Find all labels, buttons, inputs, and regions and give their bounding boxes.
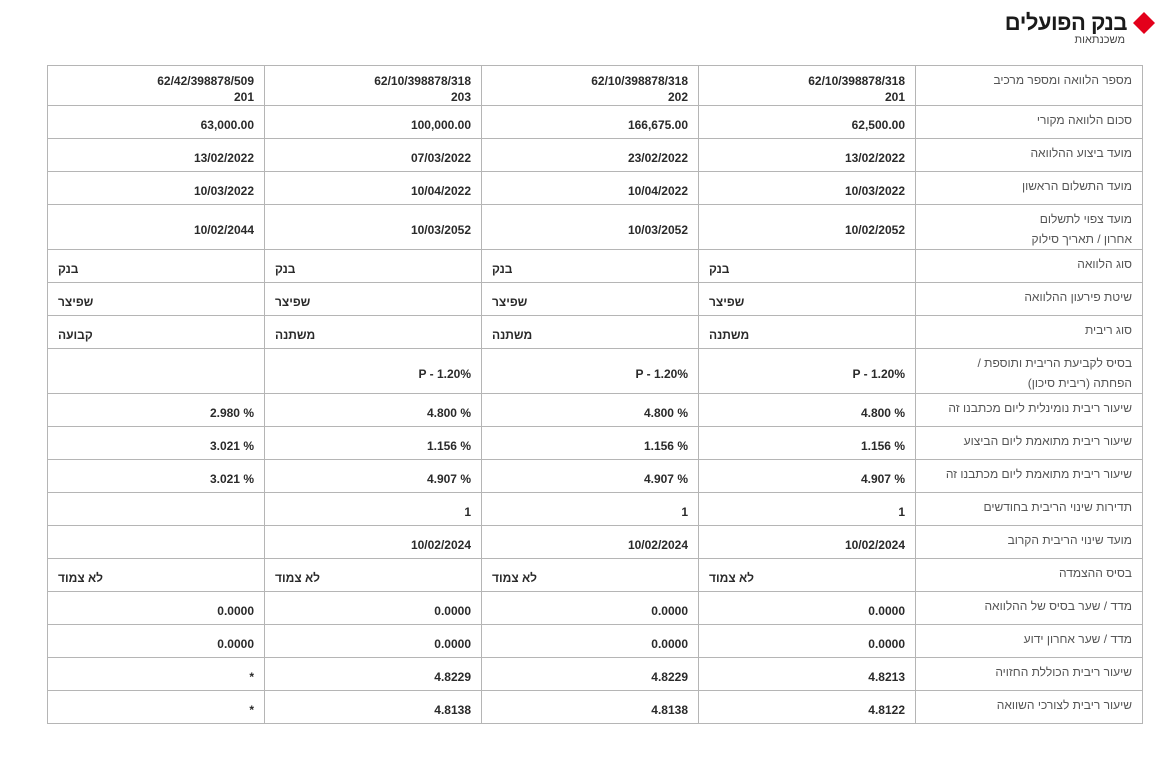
- loan-value-cell: [48, 139, 265, 172]
- cell-text: 10/02/2044: [193, 223, 254, 237]
- loan-value-cell: [48, 559, 265, 592]
- cell-text: 3.021 %: [209, 439, 254, 453]
- row-label-text: מדד / שער בסיס של ההלוואה: [984, 599, 1132, 613]
- cell-text: 07/03/2022: [410, 151, 471, 165]
- cell-text: 2.980 %: [209, 406, 254, 420]
- cell-text: 4.8229: [651, 670, 688, 684]
- table-row: [48, 205, 1143, 250]
- loan-value-cell: [48, 394, 265, 427]
- loan-value-cell: [48, 493, 265, 526]
- loan-value-cell: [482, 349, 699, 394]
- cell-text: 1.156 %: [643, 439, 688, 453]
- loan-value-cell: [265, 526, 482, 559]
- loan-value-cell: [699, 559, 916, 592]
- cell-text: 166,675.00: [627, 118, 688, 132]
- cell-text: 203: [450, 89, 471, 104]
- cell-text: 0.0000: [651, 637, 688, 651]
- cell-text: 4.907 %: [426, 472, 471, 486]
- loan-value-cell: [48, 316, 265, 349]
- cell-text: 4.800 %: [426, 406, 471, 420]
- row-label-text: מדד / שער אחרון ידוע: [1023, 632, 1132, 646]
- loan-value-cell: [482, 283, 699, 316]
- row-label: [916, 250, 1143, 283]
- loan-value-cell: [699, 139, 916, 172]
- row-label: [916, 205, 1143, 250]
- cell-text: 0.0000: [868, 637, 905, 651]
- row-label: [916, 427, 1143, 460]
- loan-value-cell: [482, 625, 699, 658]
- cell-text: 3.021 %: [209, 472, 254, 486]
- cell-text: 4.8138: [651, 703, 688, 717]
- cell-text: 10/02/2024: [410, 538, 471, 552]
- loan-value-cell: [699, 658, 916, 691]
- row-label: [916, 691, 1143, 724]
- loan-value-cell: [482, 172, 699, 205]
- row-label-text: בסיס לקביעת הריבית ותוספת /: [977, 356, 1132, 370]
- cell-text: בנק: [492, 262, 513, 276]
- loan-value-cell: [265, 592, 482, 625]
- table-row: [48, 250, 1143, 283]
- cell-text: לא צמוד: [58, 571, 104, 585]
- table-row: [48, 625, 1143, 658]
- cell-text: בנק: [275, 262, 296, 276]
- loan-value-cell: [699, 427, 916, 460]
- cell-text: שפיצר: [709, 295, 745, 309]
- table-row: [48, 559, 1143, 592]
- loan-value-cell: [48, 691, 265, 724]
- row-label-text: סוג ריבית: [1084, 323, 1132, 337]
- row-label-text: מועד שינוי הריבית הקרוב: [1007, 533, 1132, 547]
- cell-text: שפיצר: [275, 295, 311, 309]
- cell-text: 62/10/398878/318: [591, 73, 688, 88]
- cell-text: קבועה: [58, 328, 93, 342]
- loan-value-cell: [699, 394, 916, 427]
- cell-text: 1.156 %: [426, 439, 471, 453]
- row-label-text: מספר הלוואה ומספר מרכיב: [993, 73, 1132, 87]
- loan-value-cell: [265, 349, 482, 394]
- cell-text: 62/10/398878/318: [374, 73, 471, 88]
- loan-value-cell: [482, 592, 699, 625]
- loan-value-cell: [699, 250, 916, 283]
- row-label: [916, 283, 1143, 316]
- loan-value-cell: [48, 106, 265, 139]
- cell-text: 4.800 %: [643, 406, 688, 420]
- loan-value-cell: [699, 205, 916, 250]
- cell-text: שפיצר: [58, 295, 94, 309]
- row-label: [916, 460, 1143, 493]
- cell-text: 62,500.00: [851, 118, 905, 132]
- cell-text: 10/03/2022: [844, 184, 905, 198]
- loan-value-cell: [265, 658, 482, 691]
- cell-text: 1: [681, 505, 688, 519]
- cell-text: 4.8213: [868, 670, 905, 684]
- cell-text: P - 1.20%: [635, 367, 688, 381]
- loan-value-cell: [265, 559, 482, 592]
- loan-value-cell: [699, 316, 916, 349]
- loan-value-cell: [482, 394, 699, 427]
- loan-value-cell: [482, 658, 699, 691]
- cell-text: 0.0000: [868, 604, 905, 618]
- cell-text: משתנה: [275, 328, 316, 342]
- loan-value-cell: [482, 427, 699, 460]
- table-row: [48, 460, 1143, 493]
- row-label-text: סכום הלוואה מקורי: [1036, 113, 1132, 127]
- row-label: [916, 66, 1143, 106]
- loan-value-cell: [482, 526, 699, 559]
- row-label: [916, 106, 1143, 139]
- cell-text: לא צמוד: [492, 571, 538, 585]
- bank-name: בנק הפועלים: [1004, 10, 1127, 35]
- cell-text: 10/02/2024: [627, 538, 688, 552]
- cell-text: 10/04/2022: [627, 184, 688, 198]
- cell-text: 201: [233, 89, 254, 104]
- loan-value-cell: [265, 139, 482, 172]
- loan-value-cell: [265, 250, 482, 283]
- row-label-text: מועד התשלום הראשון: [1022, 179, 1132, 193]
- bank-subtitle: משכנתאות: [1074, 34, 1125, 46]
- cell-text: בנק: [58, 262, 79, 276]
- loan-value-cell: [699, 172, 916, 205]
- cell-text: 13/02/2022: [193, 151, 254, 165]
- loan-value-cell: [699, 691, 916, 724]
- cell-text: שפיצר: [492, 295, 528, 309]
- cell-text: 10/02/2052: [844, 223, 905, 237]
- cell-text: לא צמוד: [709, 571, 755, 585]
- loan-value-cell: [48, 658, 265, 691]
- cell-text: *: [249, 670, 254, 684]
- cell-text: 10/03/2052: [627, 223, 688, 237]
- bank-logo-diamond-icon: [1133, 12, 1155, 34]
- loan-value-cell: [699, 349, 916, 394]
- loan-value-cell: [699, 460, 916, 493]
- loan-value-cell: [482, 205, 699, 250]
- loan-value-cell: [482, 460, 699, 493]
- loan-value-cell: [265, 394, 482, 427]
- cell-text: 202: [667, 89, 688, 104]
- cell-text: 0.0000: [434, 637, 471, 651]
- row-label-text: סוג הלוואה: [1077, 257, 1132, 271]
- loan-value-cell: [48, 460, 265, 493]
- cell-text: 0.0000: [651, 604, 688, 618]
- loan-value-cell: [265, 205, 482, 250]
- cell-text: 4.8122: [868, 703, 905, 717]
- loan-value-cell: [482, 691, 699, 724]
- row-label: [916, 658, 1143, 691]
- row-label-text: שיעור ריבית מתואמת ליום מכתבנו זה: [945, 467, 1132, 481]
- loan-value-cell: [699, 283, 916, 316]
- table-row: [48, 427, 1143, 460]
- loan-value-cell: [48, 250, 265, 283]
- cell-text: 10/03/2052: [410, 223, 471, 237]
- cell-text: 4.907 %: [860, 472, 905, 486]
- cell-text: 4.907 %: [643, 472, 688, 486]
- cell-text: 201: [884, 89, 905, 104]
- loan-value-cell: [482, 66, 699, 106]
- loan-value-cell: [699, 526, 916, 559]
- loan-value-cell: [699, 106, 916, 139]
- cell-text: 1: [898, 505, 905, 519]
- row-label: [916, 493, 1143, 526]
- cell-text: 1: [464, 505, 471, 519]
- loan-value-cell: [699, 625, 916, 658]
- loan-value-cell: [482, 316, 699, 349]
- loan-value-cell: [265, 106, 482, 139]
- row-label: [916, 592, 1143, 625]
- row-label-text: הפחתה (ריבית סיכון): [1027, 376, 1132, 390]
- row-label-text: אחרון / תאריך סילוק: [1031, 232, 1132, 246]
- loan-value-cell: [48, 526, 265, 559]
- loan-value-cell: [699, 493, 916, 526]
- loan-value-cell: [48, 283, 265, 316]
- table-row: [48, 172, 1143, 205]
- row-label-text: שיעור ריבית לצורכי השוואה: [996, 698, 1132, 712]
- table-row: [48, 316, 1143, 349]
- cell-text: משתנה: [492, 328, 533, 342]
- loan-value-cell: [265, 625, 482, 658]
- loan-value-cell: [265, 172, 482, 205]
- row-label: [916, 316, 1143, 349]
- cell-text: בנק: [709, 262, 730, 276]
- row-label-text: מועד צפוי לתשלום: [1039, 212, 1132, 226]
- loan-value-cell: [699, 66, 916, 106]
- table-row: [48, 658, 1143, 691]
- row-label: [916, 349, 1143, 394]
- row-label: [916, 559, 1143, 592]
- cell-text: 10/03/2022: [193, 184, 254, 198]
- cell-text: 62/42/398878/509: [157, 73, 254, 88]
- table-row: [48, 66, 1143, 106]
- table-row: [48, 691, 1143, 724]
- loan-value-cell: [482, 139, 699, 172]
- loan-value-cell: [265, 493, 482, 526]
- loan-value-cell: [48, 592, 265, 625]
- bank-logo: [1005, 10, 1155, 46]
- row-label: [916, 394, 1143, 427]
- loan-value-cell: [265, 427, 482, 460]
- loan-value-cell: [48, 427, 265, 460]
- cell-text: 23/02/2022: [627, 151, 688, 165]
- cell-text: 0.0000: [217, 604, 254, 618]
- cell-text: 100,000.00: [410, 118, 471, 132]
- cell-text: 0.0000: [217, 637, 254, 651]
- loan-value-cell: [265, 691, 482, 724]
- loan-value-cell: [482, 106, 699, 139]
- loan-value-cell: [48, 205, 265, 250]
- cell-text: 4.8138: [434, 703, 471, 717]
- loan-value-cell: [265, 460, 482, 493]
- table-row: [48, 592, 1143, 625]
- table-row: [48, 394, 1143, 427]
- cell-text: P - 1.20%: [852, 367, 905, 381]
- loan-value-cell: [265, 66, 482, 106]
- loan-details-table: [47, 65, 1143, 724]
- loan-value-cell: [48, 625, 265, 658]
- table-row: [48, 106, 1143, 139]
- loan-table-body: [48, 66, 1143, 724]
- cell-text: P - 1.20%: [418, 367, 471, 381]
- row-label-text: שיעור ריבית נומינלית ליום מכתבנו זה: [948, 401, 1132, 415]
- cell-text: 4.8229: [434, 670, 471, 684]
- table-row: [48, 349, 1143, 394]
- row-label-text: בסיס ההצמדה: [1058, 566, 1132, 580]
- cell-text: 13/02/2022: [844, 151, 905, 165]
- table-row: [48, 139, 1143, 172]
- loan-value-cell: [699, 592, 916, 625]
- cell-text: 1.156 %: [860, 439, 905, 453]
- cell-text: לא צמוד: [275, 571, 321, 585]
- loan-value-cell: [482, 493, 699, 526]
- loan-value-cell: [482, 559, 699, 592]
- row-label: [916, 526, 1143, 559]
- cell-text: 4.800 %: [860, 406, 905, 420]
- cell-text: *: [249, 703, 254, 717]
- cell-text: משתנה: [709, 328, 750, 342]
- row-label-text: שיטת פירעון ההלוואה: [1024, 290, 1132, 304]
- row-label-text: שיעור ריבית מתואמת ליום הביצוע: [963, 434, 1132, 448]
- table-row: [48, 526, 1143, 559]
- row-label: [916, 139, 1143, 172]
- cell-text: 62/10/398878/318: [808, 73, 905, 88]
- loan-value-cell: [265, 316, 482, 349]
- table-row: [48, 283, 1143, 316]
- loan-value-cell: [482, 250, 699, 283]
- row-label-text: שיעור ריבית הכוללת החזויה: [995, 665, 1132, 679]
- row-label-text: מועד ביצוע ההלוואה: [1030, 146, 1132, 160]
- table-row: [48, 493, 1143, 526]
- loan-value-cell: [265, 283, 482, 316]
- loan-value-cell: [48, 66, 265, 106]
- row-label: [916, 625, 1143, 658]
- loan-value-cell: [48, 172, 265, 205]
- loan-value-cell: [48, 349, 265, 394]
- cell-text: 10/02/2024: [844, 538, 905, 552]
- cell-text: 0.0000: [434, 604, 471, 618]
- cell-text: 63,000.00: [200, 118, 254, 132]
- row-label: [916, 172, 1143, 205]
- cell-text: 10/04/2022: [410, 184, 471, 198]
- row-label-text: תדירות שינוי הריבית בחודשים: [983, 500, 1132, 514]
